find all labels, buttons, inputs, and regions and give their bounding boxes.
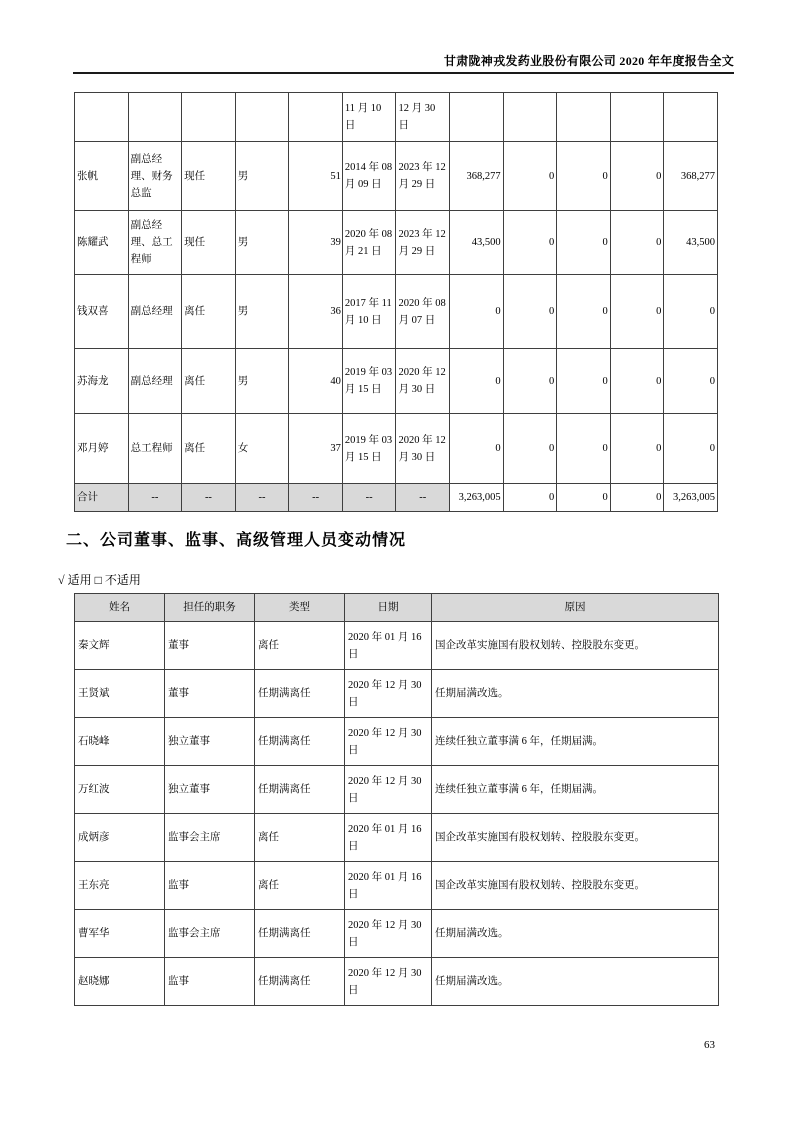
shares-added-cell: 0 [503, 275, 557, 349]
type-cell: 任期满离任 [255, 718, 345, 766]
status-cell: 离任 [182, 414, 236, 484]
reason-cell: 任期届满改选。 [432, 670, 719, 718]
name-cell: 邓月婷 [75, 414, 129, 484]
total-shares-end-cell: 3,263,005 [664, 484, 718, 512]
dash-cell: -- [289, 484, 343, 512]
term-end-cell: 2023 年 12 月 29 日 [396, 211, 450, 275]
total-shares-other-cell: 0 [610, 484, 664, 512]
name-cell: 秦文辉 [75, 622, 165, 670]
type-cell: 任期满离任 [255, 958, 345, 1006]
total-label-cell: 合计 [75, 484, 129, 512]
shares-begin-cell: 43,500 [450, 211, 504, 275]
shares-other-cell: 0 [610, 142, 664, 211]
dash-cell: -- [235, 484, 289, 512]
name-cell: 赵晓娜 [75, 958, 165, 1006]
type-cell: 任期满离任 [255, 766, 345, 814]
page-number: 63 [704, 1039, 715, 1051]
name-cell: 钱双喜 [75, 275, 129, 349]
table-row [75, 142, 718, 211]
shares-other-cell: 0 [610, 275, 664, 349]
dash-cell: -- [128, 484, 182, 512]
shares-reduced-cell: 0 [557, 211, 611, 275]
position-cell: 独立董事 [165, 766, 255, 814]
position-header-cell: 担任的职务 [165, 594, 255, 622]
empty-cell [75, 93, 129, 142]
table-row [75, 670, 719, 718]
term-end-cell: 2020 年 08 月 07 日 [396, 275, 450, 349]
position-cell: 监事 [165, 862, 255, 910]
personnel-changes-table [74, 593, 719, 1006]
age-cell: 36 [289, 275, 343, 349]
name-cell: 苏海龙 [75, 349, 129, 414]
date-cell: 2020 年 12 月 30 日 [345, 718, 432, 766]
type-cell: 任期满离任 [255, 670, 345, 718]
shares-end-cell: 0 [664, 349, 718, 414]
header-divider [73, 72, 734, 74]
shares-reduced-cell: 0 [557, 349, 611, 414]
shares-begin-cell: 368,277 [450, 142, 504, 211]
position-cell: 监事会主席 [165, 910, 255, 958]
table-row [75, 766, 719, 814]
age-cell: 39 [289, 211, 343, 275]
table-row [75, 622, 719, 670]
age-cell: 40 [289, 349, 343, 414]
type-cell: 离任 [255, 622, 345, 670]
term-end-cell: 2020 年 12 月 30 日 [396, 349, 450, 414]
age-cell: 37 [289, 414, 343, 484]
position-cell: 独立董事 [165, 718, 255, 766]
empty-cell [503, 93, 557, 142]
shares-begin-cell: 0 [450, 414, 504, 484]
shares-added-cell: 0 [503, 211, 557, 275]
officers-shareholding-table [74, 92, 718, 512]
empty-cell [235, 93, 289, 142]
table-row [75, 910, 719, 958]
empty-cell [450, 93, 504, 142]
name-header-cell: 姓名 [75, 594, 165, 622]
type-cell: 离任 [255, 862, 345, 910]
shares-other-cell: 0 [610, 211, 664, 275]
reason-cell: 国企改革实施国有股权划转、控股股东变更。 [432, 814, 719, 862]
gender-cell: 男 [235, 275, 289, 349]
table-row [75, 211, 718, 275]
gender-cell: 男 [235, 349, 289, 414]
name-cell: 张帆 [75, 142, 129, 211]
status-cell: 离任 [182, 349, 236, 414]
table-row [75, 814, 719, 862]
name-cell: 王贤斌 [75, 670, 165, 718]
total-shares-added-cell: 0 [503, 484, 557, 512]
term-end-cell: 12 月 30 日 [396, 93, 450, 142]
name-cell: 成炳彦 [75, 814, 165, 862]
date-cell: 2020 年 01 月 16 日 [345, 622, 432, 670]
reason-header-cell: 原因 [432, 594, 719, 622]
gender-cell: 男 [235, 142, 289, 211]
name-cell: 陈耀武 [75, 211, 129, 275]
date-cell: 2020 年 01 月 16 日 [345, 814, 432, 862]
shares-other-cell: 0 [610, 349, 664, 414]
name-cell: 万红波 [75, 766, 165, 814]
applicability-line: √ 适用 □ 不适用 [58, 573, 141, 587]
date-cell: 2020 年 01 月 16 日 [345, 862, 432, 910]
empty-cell [557, 93, 611, 142]
reason-cell: 国企改革实施国有股权划转、控股股东变更。 [432, 622, 719, 670]
shares-added-cell: 0 [503, 349, 557, 414]
position-cell: 监事会主席 [165, 814, 255, 862]
date-cell: 2020 年 12 月 30 日 [345, 670, 432, 718]
dash-cell: -- [182, 484, 236, 512]
document-header-title: 甘肃陇神戎发药业股份有限公司 2020 年年度报告全文 [443, 54, 734, 68]
total-shares-begin-cell: 3,263,005 [450, 484, 504, 512]
term-start-cell: 2019 年 03 月 15 日 [342, 349, 396, 414]
shares-other-cell: 0 [610, 414, 664, 484]
shares-added-cell: 0 [503, 142, 557, 211]
table-row [75, 349, 718, 414]
name-cell: 王东亮 [75, 862, 165, 910]
reason-cell: 任期届满改选。 [432, 958, 719, 1006]
table-row [75, 275, 718, 349]
term-start-cell: 11 月 10 日 [342, 93, 396, 142]
name-cell: 石晓峰 [75, 718, 165, 766]
status-cell: 现任 [182, 211, 236, 275]
shares-end-cell: 43,500 [664, 211, 718, 275]
shares-begin-cell: 0 [450, 349, 504, 414]
position-cell: 副总经理 [128, 349, 182, 414]
empty-cell [610, 93, 664, 142]
type-header-cell: 类型 [255, 594, 345, 622]
table-row [75, 414, 718, 484]
dash-cell: -- [342, 484, 396, 512]
age-cell: 51 [289, 142, 343, 211]
reason-cell: 任期届满改选。 [432, 910, 719, 958]
type-cell: 任期满离任 [255, 910, 345, 958]
term-end-cell: 2020 年 12 月 30 日 [396, 414, 450, 484]
status-cell: 现任 [182, 142, 236, 211]
total-row [75, 484, 718, 512]
shares-added-cell: 0 [503, 414, 557, 484]
empty-cell [289, 93, 343, 142]
position-cell: 副总经理 [128, 275, 182, 349]
section-title: 二、公司董事、监事、高级管理人员变动情况 [66, 532, 407, 549]
term-start-cell: 2019 年 03 月 15 日 [342, 414, 396, 484]
reason-cell: 连续任独立董事满 6 年，任期届满。 [432, 718, 719, 766]
shares-reduced-cell: 0 [557, 414, 611, 484]
shares-reduced-cell: 0 [557, 275, 611, 349]
status-cell: 离任 [182, 275, 236, 349]
shares-end-cell: 368,277 [664, 142, 718, 211]
position-cell: 副总经理、财务总监 [128, 142, 182, 211]
date-cell: 2020 年 12 月 30 日 [345, 910, 432, 958]
term-start-cell: 2020 年 08 月 21 日 [342, 211, 396, 275]
date-cell: 2020 年 12 月 30 日 [345, 766, 432, 814]
empty-cell [664, 93, 718, 142]
reason-cell: 国企改革实施国有股权划转、控股股东变更。 [432, 862, 719, 910]
position-cell: 监事 [165, 958, 255, 1006]
table-row [75, 958, 719, 1006]
position-cell: 董事 [165, 622, 255, 670]
total-shares-reduced-cell: 0 [557, 484, 611, 512]
term-start-cell: 2017 年 11 月 10 日 [342, 275, 396, 349]
type-cell: 离任 [255, 814, 345, 862]
table-row [75, 718, 719, 766]
position-cell: 副总经理、总工程师 [128, 211, 182, 275]
reason-cell: 连续任独立董事满 6 年，任期届满。 [432, 766, 719, 814]
empty-cell [128, 93, 182, 142]
shares-end-cell: 0 [664, 414, 718, 484]
name-cell: 曹军华 [75, 910, 165, 958]
shares-reduced-cell: 0 [557, 142, 611, 211]
empty-cell [182, 93, 236, 142]
shares-end-cell: 0 [664, 275, 718, 349]
carry-over-row [75, 93, 718, 142]
position-cell: 总工程师 [128, 414, 182, 484]
table-row [75, 862, 719, 910]
position-cell: 董事 [165, 670, 255, 718]
table-header-row [75, 594, 719, 622]
gender-cell: 男 [235, 211, 289, 275]
term-start-cell: 2014 年 08 月 09 日 [342, 142, 396, 211]
shares-begin-cell: 0 [450, 275, 504, 349]
date-cell: 2020 年 12 月 30 日 [345, 958, 432, 1006]
dash-cell: -- [396, 484, 450, 512]
gender-cell: 女 [235, 414, 289, 484]
date-header-cell: 日期 [345, 594, 432, 622]
term-end-cell: 2023 年 12 月 29 日 [396, 142, 450, 211]
